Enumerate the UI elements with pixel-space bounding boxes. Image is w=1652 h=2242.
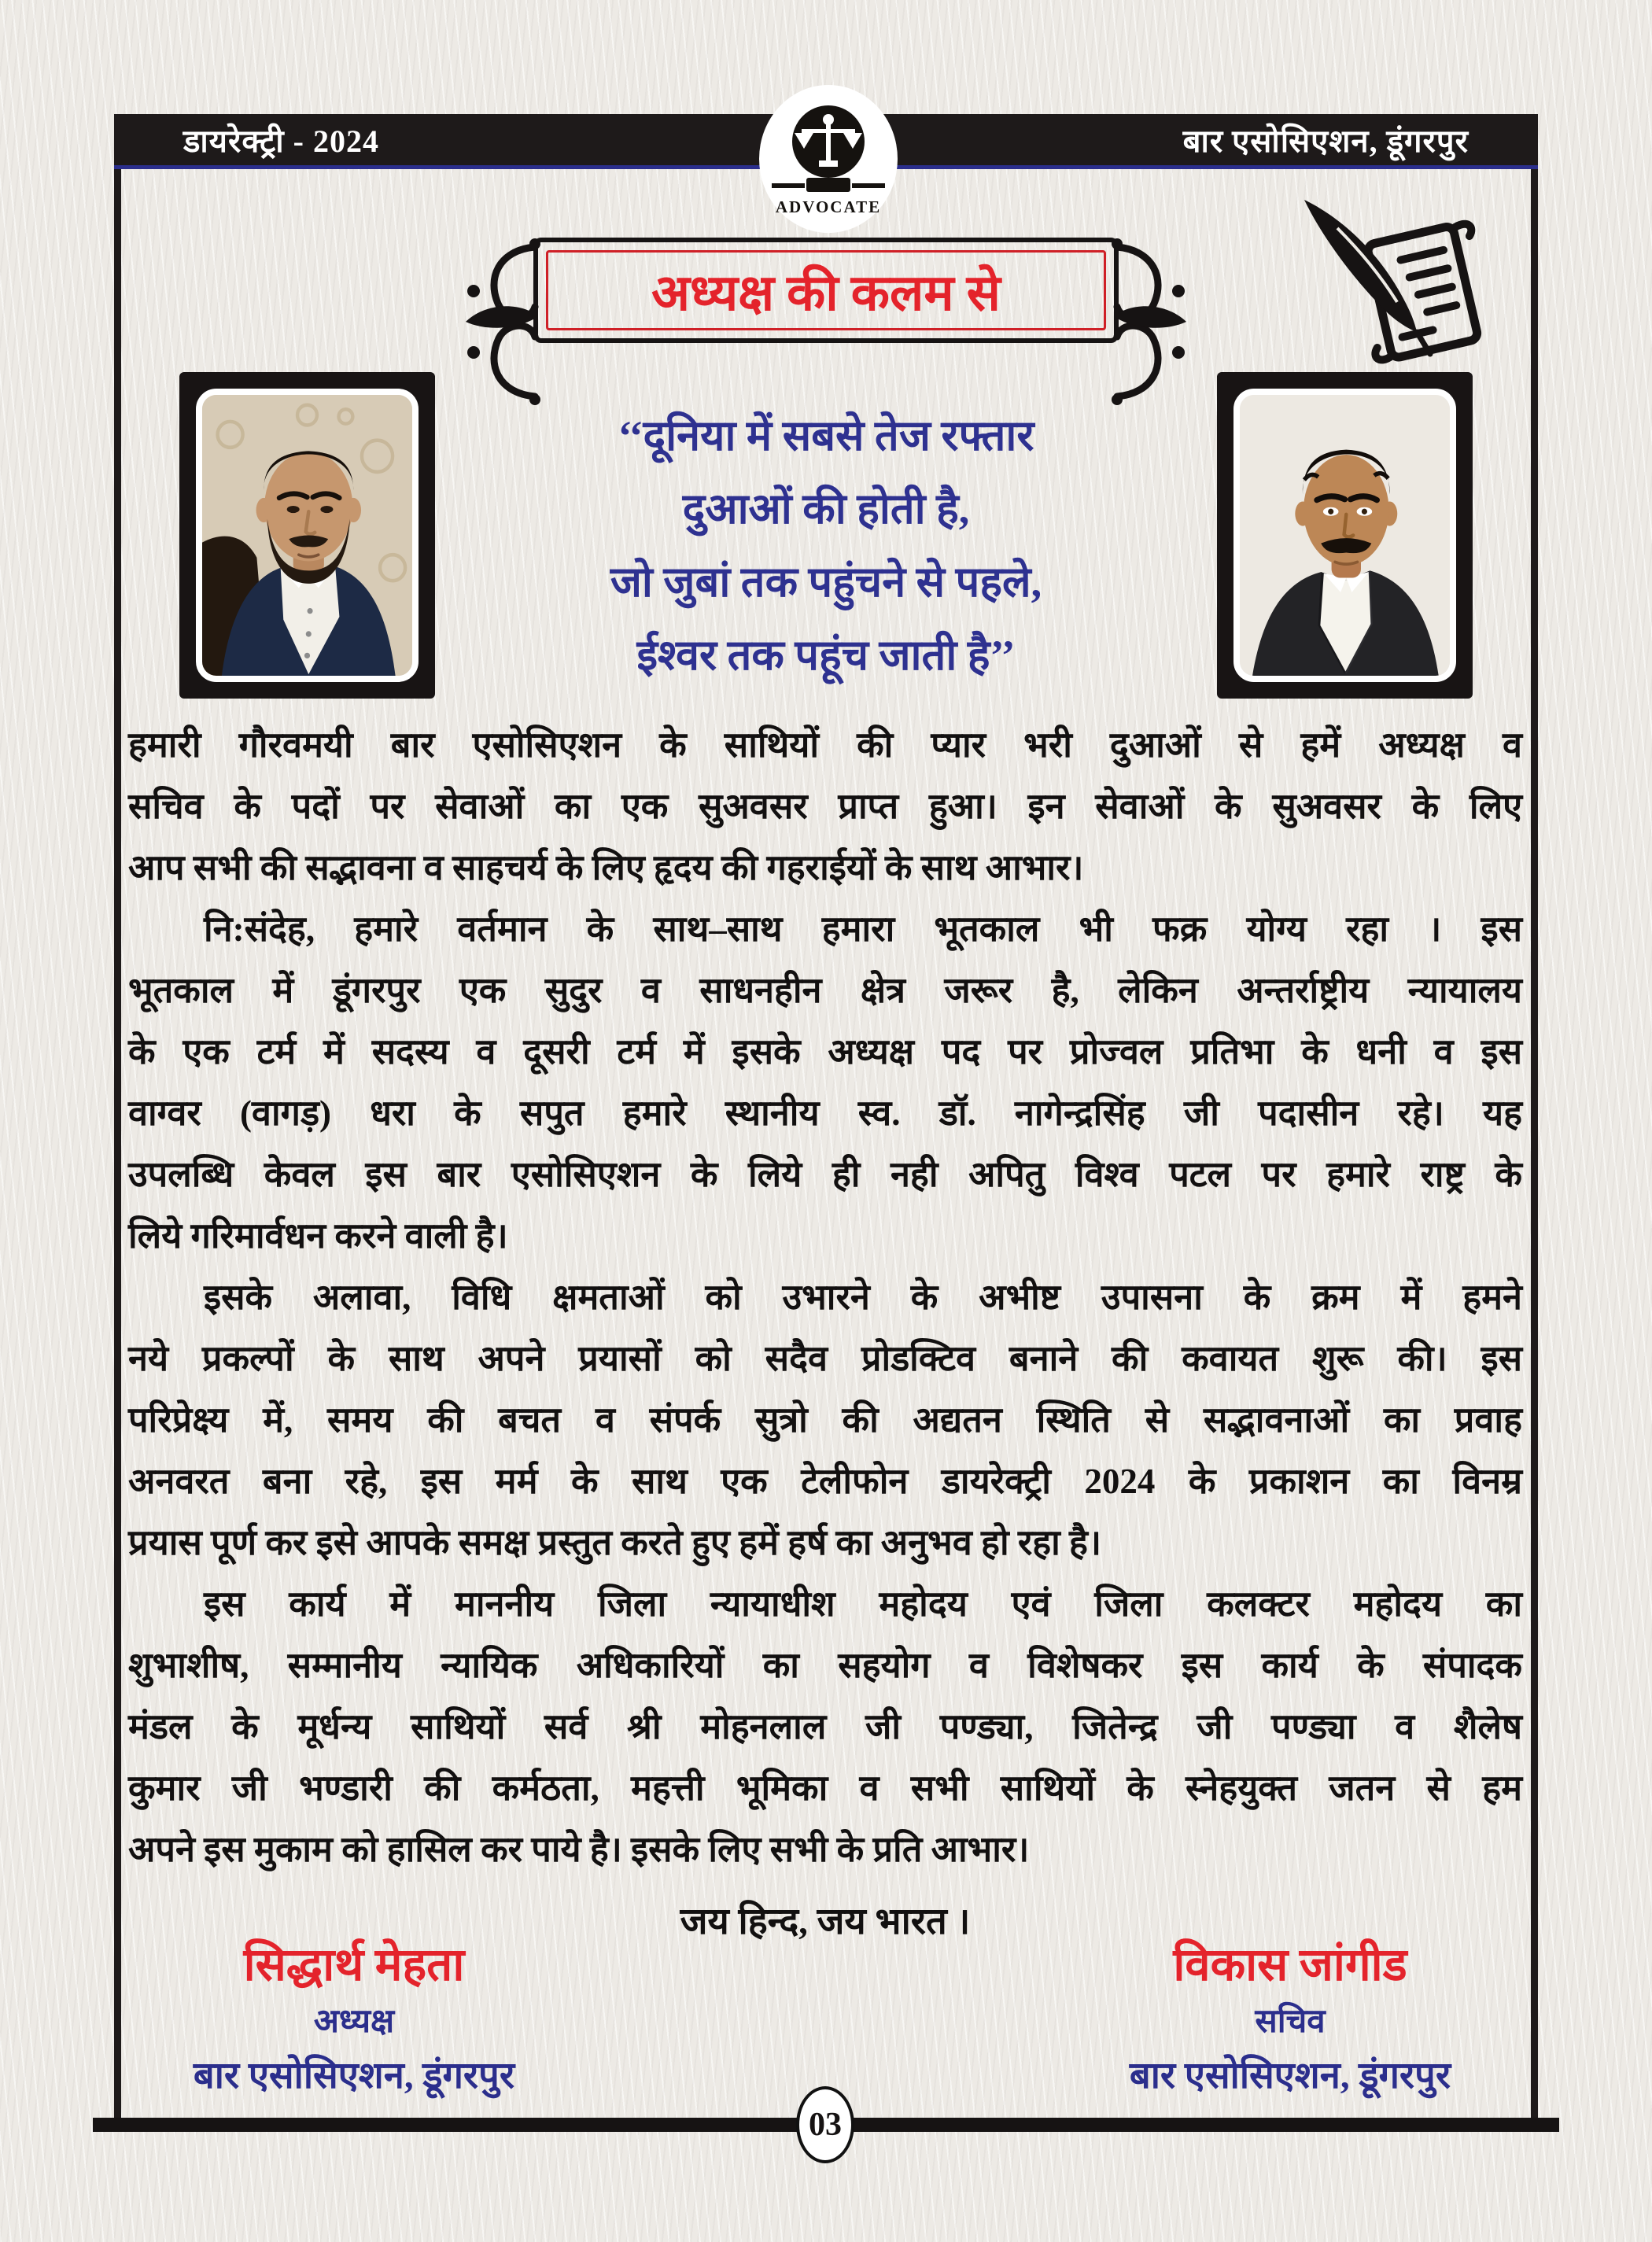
president-portrait: [196, 389, 419, 682]
quote-line: दुआओं की होती है,: [682, 485, 970, 533]
header-association-name: बार एसोसिएशन, डूंगरपुर: [1182, 124, 1469, 159]
secretary-portrait: [1233, 389, 1456, 682]
quote-line: ‘‘दूनिया में सबसे तेज रफ्तार: [618, 412, 1034, 459]
letter-body: [128, 714, 1522, 1880]
scales-of-justice-icon: [758, 83, 899, 234]
body-line: मंडल के मूर्धन्य साथियों सर्व श्री मोहनलाल जी पण्ड्या, जितेन्द्र जी पण्ड्या व शैलेष: [128, 1707, 1522, 1746]
advocate-logo: [758, 83, 899, 234]
secretary-org: बार एसोसिएशन, डूंगरपुर: [1129, 2056, 1451, 2096]
section-title: अध्यक्ष की कलम से: [651, 264, 1001, 321]
frame-border-right: [1531, 169, 1538, 2126]
secretary-photo: [1217, 372, 1473, 699]
president-org: बार एसोसिएशन, डूंगरपुर: [193, 2056, 515, 2096]
secretary-role: सचिव: [1255, 2004, 1326, 2040]
section-title-inner-border: [546, 250, 1106, 330]
president-role: अध्यक्ष: [313, 2004, 395, 2040]
signature-secretary: [1062, 1941, 1518, 2096]
quote-line: ईश्वर तक पहूंच जाती है’’: [636, 632, 1016, 679]
page-number-value: 03: [809, 2107, 842, 2143]
body-line: सचिव के पदों पर सेवाओं का एक सुअवसर प्राप्त हुआ। इन सेवाओं के सुअवसर के लिए: [128, 787, 1522, 826]
president-name: सिद्धार्थ मेहता: [243, 1939, 465, 1990]
signature-president: [134, 1941, 574, 2096]
body-line: नये प्रकल्पों के साथ अपने प्रयासों को सदैव प्रोडक्टिव बनाने की कवायत शुरू की। इस: [128, 1339, 1522, 1378]
secretary-name: विकास जांगीड: [1173, 1939, 1407, 1990]
body-line: लिये गरिमार्वधन करने वाली है।: [128, 1216, 508, 1256]
frame-border-left: [114, 169, 121, 2126]
body-line: प्रयास पूर्ण कर इसे आपके समक्ष प्रस्तुत करते हुए हमें हर्ष का अनुभव हो रहा है।: [128, 1523, 1102, 1562]
body-line: उपलब्धि केवल इस बार एसोसिएशन के लिये ही नही अपितु विश्व पटल पर हमारे राष्ट्र के: [128, 1155, 1522, 1194]
body-line: परिप्रेक्ष्य में, समय की बचत व संपर्क सुत्रो की अद्यतन स्थिति से सद्भावनाओं का प्रवाह: [128, 1400, 1522, 1440]
president-photo: [179, 372, 435, 699]
svg-text:ADVOCATE: ADVOCATE: [775, 197, 882, 216]
body-line: शुभाशीष, सम्मानीय न्यायिक अधिकारियों का सहयोग व विशेषकर इस कार्य के संपादक: [128, 1646, 1522, 1685]
section-title-box: [533, 238, 1119, 343]
quote-block: [464, 400, 1188, 692]
body-line: इसके अलावा, विधि क्षमताओं को उभारने के अभीष्ट उपासना के क्रम में हमने: [204, 1278, 1522, 1317]
body-line: अनवरत बना रहे, इस मर्म के साथ एक टेलीफोन डायरेक्ट्री 2024 के प्रकाशन का विनम्र: [128, 1462, 1522, 1501]
body-line: हमारी गौरवमयी बार एसोसिएशन के साथियों की प्यार भरी दुआओं से हमें अध्यक्ष व: [128, 725, 1522, 765]
body-line: नि:संदेह, हमारे वर्तमान के साथ–साथ हमारा भूतकाल भी फक्र योग्य रहा । इस: [204, 909, 1522, 949]
quill-scroll-icon: [1290, 197, 1496, 371]
body-line: भूतकाल में डूंगरपुर एक सुदुर व साधनहीन क्षेत्र जरूर है, लेकिन अन्तर्राष्ट्रीय न्यायालय: [128, 971, 1522, 1010]
body-line: वाग्वर (वागड़) धरा के सपुत हमारे स्थानीय स्व. डॉ. नागेन्द्रसिंह जी पदासीन रहे। यह: [128, 1093, 1522, 1133]
page-number: [796, 2086, 854, 2163]
body-line: अपने इस मुकाम को हासिल कर पाये है। इसके लिए सभी के प्रति आभार।: [128, 1830, 1030, 1869]
body-line: इस कार्य में माननीय जिला न्यायाधीश महोदय एवं जिला कलक्टर महोदय का: [204, 1584, 1522, 1624]
body-line: आप सभी की सद्भावना व साहचर्य के लिए हृदय की गहराईयों के साथ आभार।: [128, 848, 1084, 887]
body-line: के एक टर्म में सदस्य व दूसरी टर्म में इसके अध्यक्ष पद पर प्रोज्वल प्रतिभा के धनी व इस: [128, 1032, 1522, 1071]
flourish-ornament-left: [458, 233, 543, 411]
closing-line: जय हिन्द, जय भारत ।: [680, 1901, 971, 1942]
header-directory-year: डायरेक्ट्री - 2024: [183, 124, 379, 159]
body-line: कुमार जी भण्डारी की कर्मठता, महत्ती भूमिका व सभी साथियों के स्नेहयुक्त जतन से हम: [128, 1768, 1522, 1808]
flourish-ornament-right: [1109, 233, 1194, 411]
quote-line: जो जुबां तक पहुंचने से पहले,: [610, 559, 1042, 606]
